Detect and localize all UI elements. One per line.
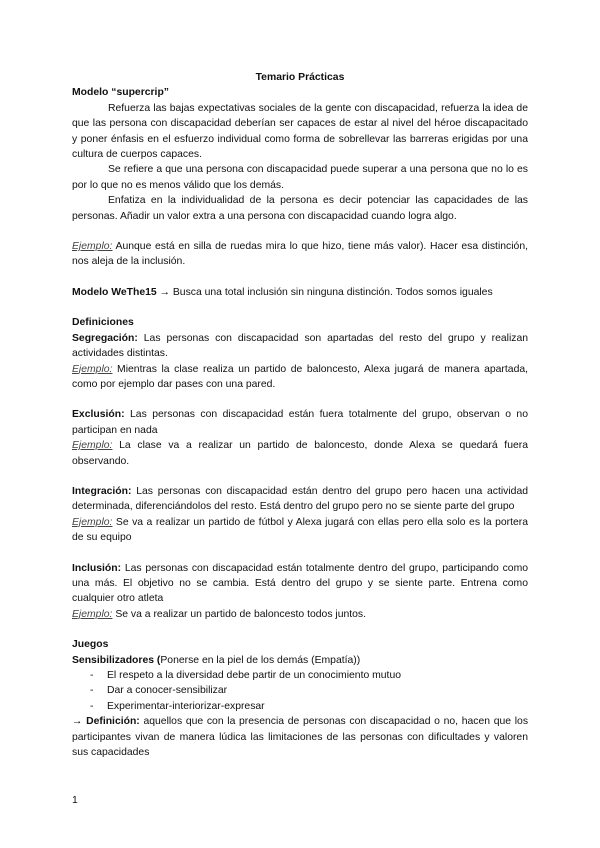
- sensibilizadores-line: [72, 653, 528, 668]
- example-label: Ejemplo:: [72, 608, 113, 620]
- sensibilizadores-heading: Sensibilizadores (: [72, 654, 161, 666]
- definicion-text: aquellos que con la presencia de personas con discapacidad o no, hacen que los participantes vivan de manera lúdica las limitaciones de las personas con dificultades y valoren sus capacidades: [72, 716, 529, 759]
- example-text: Mientras la clase realiza un partido de baloncesto, Alexa jugará de manera apartada, como por ejemplo dar pases con una pared.: [72, 363, 529, 390]
- document-body: [72, 70, 528, 760]
- definition-term: Segregación:: [72, 332, 138, 344]
- example-text: La clase va a realizar un partido de baloncesto, donde Alexa se quedará fuera observando.: [72, 440, 528, 467]
- supercrip-paragraph-2: Se refiere a que una persona con discapacidad puede superar a una persona que no lo es por lo que no es menos válido que los demás.: [72, 164, 528, 191]
- example-text: Aunque está en silla de ruedas mira lo que hizo, tiene más valor). Hacer esa distinción, nos aleja de la inclusión.: [72, 241, 528, 268]
- list-item: - Experimentar-interiorizar-expresar: [90, 699, 528, 714]
- example-text: Se va a realizar un partido de fútbol y Alexa jugará con ellas pero ella solo es la portera de su equipo: [72, 516, 528, 544]
- definition-term: Integración:: [72, 485, 132, 497]
- example-label: Ejemplo:: [72, 363, 113, 375]
- wethe15-line: [72, 285, 528, 300]
- sensibilizadores-subtitle: Ponerse en la piel de los demás (Empatía)): [160, 654, 361, 666]
- example-label: Ejemplo:: [72, 440, 113, 452]
- supercrip-paragraph-3: Enfatiza en la individualidad de la persona es decir potenciar las capacidades de las personas. Añadir un valor extra a una persona con discapacidad cuando logra algo.: [72, 195, 528, 222]
- list-item: - El respeto a la diversidad debe partir de un conocimiento mutuo: [90, 668, 528, 683]
- definicion-label: Definición:: [86, 716, 140, 728]
- supercrip-heading: Modelo “supercrip”: [72, 87, 169, 99]
- list-item: - Dar a conocer-sensibilizar: [90, 683, 528, 698]
- definition-term: Inclusión:: [72, 562, 122, 574]
- definiciones-heading: Definiciones: [72, 317, 134, 329]
- supercrip-paragraph-1: Refuerza las bajas expectativas sociales de la gente con discapacidad, refuerza la idea de que las persona con discapacidad deberían ser capaces de estar al nivel del héroe discapacitado y poner énfasis en el esfuerzo individual como forma de sobrellevar las barreras erigidas por una cultura de cuerpos capaces.: [72, 102, 528, 161]
- definition-term: Exclusión:: [72, 409, 125, 421]
- page-title: Temario Prácticas: [255, 72, 345, 83]
- arrow-icon: →: [72, 716, 83, 728]
- definition-inclusion: [72, 561, 528, 623]
- example-label: Ejemplo:: [72, 516, 113, 528]
- example-text: Se va a realizar un partido de baloncesto todos juntos.: [115, 608, 367, 620]
- definition-text: Las personas con discapacidad están dentro del grupo pero hacen una actividad determinada, diferenciándolos del resto. Está dentro del grupo pero no se siente parte del grupo: [72, 485, 529, 513]
- wethe15-heading: Modelo WeThe15: [72, 286, 157, 298]
- definicion-paragraph: [72, 714, 528, 760]
- supercrip-example: [72, 239, 528, 270]
- definition-text: Las personas con discapacidad están totalmente dentro del grupo, participando como una más. El objetivo no se cambia. Está dentro del grupo y se siente parte. Entrena como cualquier otro atleta: [72, 562, 528, 605]
- page-number: 1: [72, 795, 78, 806]
- definition-text: Las personas con discapacidad son apartadas del resto del grupo y realizan actividades distintas.: [72, 332, 529, 360]
- definition-integracion: [72, 484, 528, 546]
- definition-exclusion: [72, 407, 528, 469]
- definition-segregacion: [72, 331, 528, 393]
- example-label: Ejemplo:: [72, 241, 113, 253]
- wethe15-text: → Busca una total inclusión sin ninguna distinción. Todos somos iguales: [159, 286, 493, 298]
- sensibilizadores-list: [72, 668, 528, 714]
- definition-text: Las personas con discapacidad están fuera totalmente del grupo, observan o no participan en nada: [72, 409, 528, 436]
- juegos-heading: Juegos: [72, 639, 109, 651]
